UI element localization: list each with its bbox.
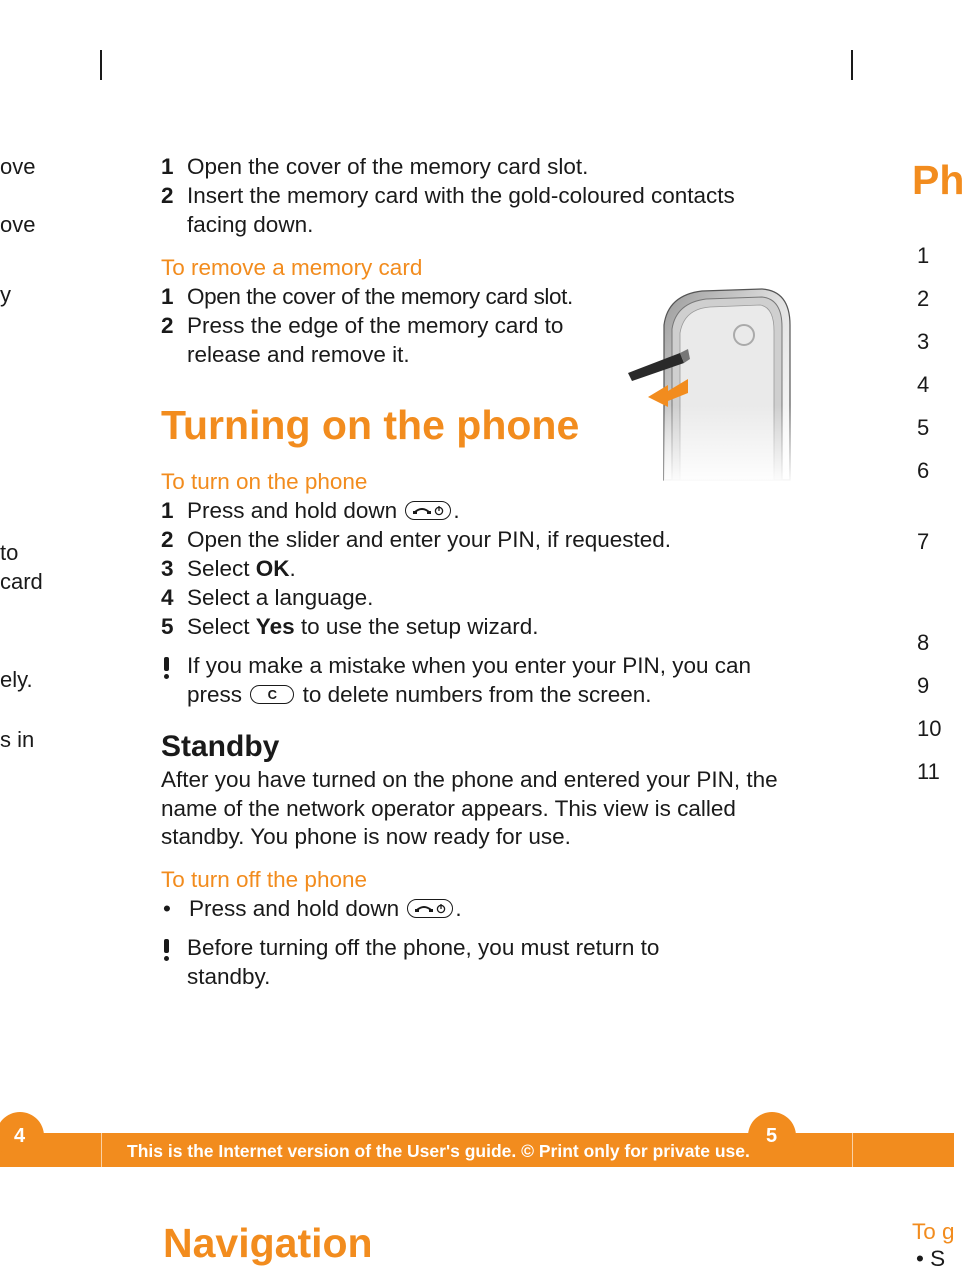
footer-disclaimer: This is the Internet version of the User's guide. © Print only for private use. xyxy=(127,1141,750,1161)
right-page-number: 8 xyxy=(917,630,930,655)
list-item: 1 Open the cover of the memory card slot. xyxy=(161,154,589,179)
left-page-fragment: card xyxy=(0,569,43,594)
right-page-number: 11 xyxy=(917,759,940,784)
right-page-number: 6 xyxy=(917,458,930,483)
left-page-fragment: s in xyxy=(0,727,35,752)
left-page-fragment: ove xyxy=(0,154,36,179)
right-page-subtitle-fragment: To g xyxy=(912,1219,955,1244)
clear-key-icon: C xyxy=(250,685,294,704)
right-page-bullet-fragment: • S xyxy=(916,1246,946,1271)
left-page-fragment: ely. xyxy=(0,667,33,692)
standby-note: Before turning off the phone, you must return to standby. xyxy=(161,933,741,991)
phone-memory-card-illustration xyxy=(622,285,792,485)
page-number-left: 4 xyxy=(14,1125,26,1147)
turn-on-section xyxy=(161,467,801,709)
right-page-number: 3 xyxy=(917,329,930,354)
list-item: 2 Insert the memory card with the gold-coloured contacts facing down. xyxy=(161,183,735,237)
section-heading: Turning on the phone xyxy=(161,402,580,448)
right-page-number: 9 xyxy=(917,673,930,698)
list-item: 5 Select Yes to use the setup wizard. xyxy=(161,614,539,639)
crop-mark-right xyxy=(851,50,853,80)
pin-note: If you make a mistake when you enter your PIN, you can press C to delete numbers from the screen. xyxy=(161,651,781,709)
right-page-number: 2 xyxy=(917,286,930,311)
exclamation-icon xyxy=(161,933,187,991)
right-page-heading-fragment: Ph xyxy=(912,157,964,203)
right-page-number: 4 xyxy=(917,372,930,397)
section-subtitle: To remove a memory card xyxy=(161,255,423,280)
list-item: 1 Open the cover of the memory card slot. xyxy=(161,284,573,309)
turn-off-section xyxy=(161,865,801,991)
exclamation-icon xyxy=(161,651,187,709)
list-item: 2 Open the slider and enter your PIN, if requested. xyxy=(161,527,672,552)
crop-mark-left xyxy=(100,50,102,80)
standby-heading: Standby xyxy=(161,730,280,763)
insert-card-steps xyxy=(161,152,801,239)
footer-divider xyxy=(101,1133,102,1167)
list-item: 2 Press the edge of the memory card to release and remove it. xyxy=(161,313,564,367)
footer-divider xyxy=(852,1133,853,1167)
left-page-fragment: y xyxy=(0,282,11,307)
list-item: 4 Select a language. xyxy=(161,585,374,610)
page-number-right: 5 xyxy=(766,1125,778,1147)
list-item: 1 Press and hold down . xyxy=(161,498,460,523)
end-power-key-icon xyxy=(405,501,451,520)
navigation-heading: Navigation xyxy=(163,1220,373,1266)
section-subtitle: To turn off the phone xyxy=(161,867,367,892)
left-page-fragment: ove xyxy=(0,212,36,237)
right-page-number: 5 xyxy=(917,415,930,440)
list-item: 3 Select OK. xyxy=(161,556,296,581)
list-item: • Press and hold down . xyxy=(163,896,462,921)
right-page-number: 7 xyxy=(917,529,930,554)
section-subtitle: To turn on the phone xyxy=(161,469,368,494)
bullet: • xyxy=(163,896,171,921)
standby-body: After you have turned on the phone and entered your PIN, the name of the network operator appears. This view is called standby. You phone is now ready for use. xyxy=(161,767,778,849)
remove-card-section xyxy=(161,253,631,369)
end-power-key-icon xyxy=(407,899,453,918)
right-page-number: 1 xyxy=(917,243,930,268)
right-page-number: 10 xyxy=(917,716,942,741)
left-page-fragment: to xyxy=(0,540,19,565)
